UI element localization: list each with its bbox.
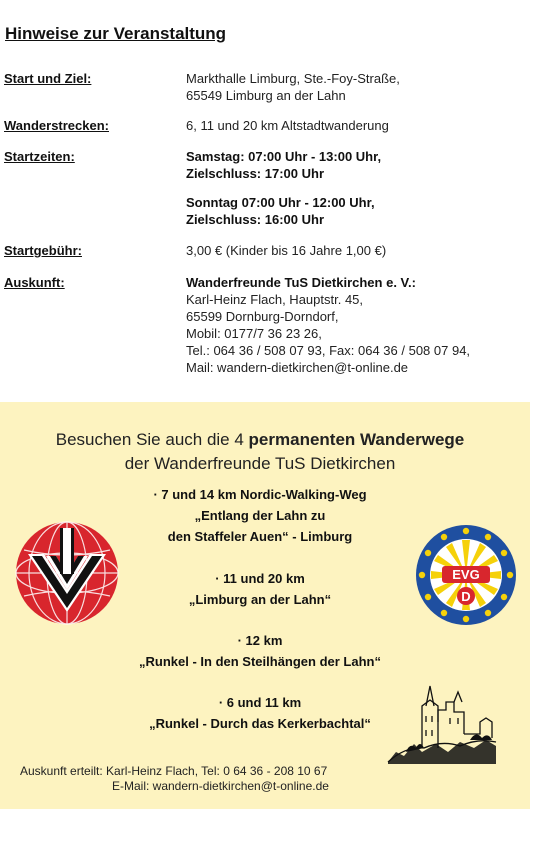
auskunft-org: Wanderfreunde TuS Dietkirchen e. V.: — [186, 275, 416, 290]
route-1-line-2: „Entlang der Lahn zu — [194, 508, 326, 523]
ivv-logo-icon — [14, 520, 120, 626]
route-2 — [110, 568, 410, 610]
start-label: Start und Ziel: — [4, 71, 92, 86]
box-heading — [0, 430, 520, 450]
startzeiten-value — [186, 148, 381, 228]
auskunft-label: Auskunft: — [4, 275, 65, 290]
box-heading-strong: permanenten Wanderwege — [248, 430, 465, 449]
auskunft-line-1: Karl-Heinz Flach, Hauptstr. 45, — [186, 292, 364, 307]
start-line-1: Markthalle Limburg, Ste.-Foy-Straße, — [186, 71, 400, 86]
contact-line-1: Auskunft erteilt: Karl-Heinz Flach, Tel: 0 64 36 - 208 10 67 — [20, 764, 328, 778]
route-1-line-1: · 7 und 14 km Nordic-Walking-Weg — [153, 487, 367, 502]
sunday-close: Zielschluss: 16:00 Uhr — [186, 212, 324, 227]
route-3 — [110, 630, 410, 672]
route-1 — [110, 484, 410, 547]
saturday-times: Samstag: 07:00 Uhr - 13:00 Uhr, — [186, 149, 382, 164]
box-subheading: der Wanderfreunde TuS Dietkirchen — [124, 454, 396, 473]
route-2-line-2: „Limburg an der Lahn“ — [188, 592, 332, 607]
evg-logo-icon — [414, 523, 518, 627]
page-title: Hinweise zur Veranstaltung — [5, 24, 227, 43]
evg-letter: D — [461, 589, 471, 604]
route-2-line-1: · 11 und 20 km — [215, 571, 305, 586]
route-4-line-1: · 6 und 11 km — [218, 695, 302, 710]
route-4-line-2: „Runkel - Durch das Kerkerbachtal“ — [149, 716, 371, 731]
route-4 — [110, 692, 410, 734]
auskunft-line-5: Mail: wandern-dietkirchen@t-online.de — [186, 360, 409, 375]
auskunft-line-2: 65599 Dornburg-Dorndorf, — [186, 309, 339, 324]
strecken-label: Wanderstrecken: — [4, 118, 109, 133]
route-3-line-1: · 12 km — [237, 633, 283, 648]
box-heading-prefix: Besuchen Sie auch die 4 — [55, 430, 249, 449]
start-value — [186, 70, 400, 104]
strecken-value: 6, 11 und 20 km Altstadtwanderung — [186, 118, 389, 133]
start-line-2: 65549 Limburg an der Lahn — [186, 88, 346, 103]
castle-illustration-icon — [386, 682, 498, 764]
gebuehr-label: Startgebühr: — [4, 243, 82, 258]
auskunft-line-4: Tel.: 064 36 / 508 07 93, Fax: 064 36 / 508 07 94, — [186, 343, 471, 358]
auskunft-value — [186, 274, 470, 376]
contact-line-2: E-Mail: wandern-dietkirchen@t-online.de — [112, 779, 329, 793]
evg-text: EVG — [452, 567, 480, 582]
gebuehr-value: 3,00 € (Kinder bis 16 Jahre 1,00 €) — [186, 243, 387, 258]
route-3-line-2: „Runkel - In den Steilhängen der Lahn“ — [139, 654, 381, 669]
saturday-close: Zielschluss: 17:00 Uhr — [186, 166, 324, 181]
sunday-times: Sonntag 07:00 Uhr - 12:00 Uhr, — [186, 195, 375, 210]
auskunft-line-3: Mobil: 0177/7 36 23 26, — [186, 326, 322, 341]
route-1-line-3: den Staffeler Auen“ - Limburg — [167, 529, 353, 544]
startzeiten-label: Startzeiten: — [4, 149, 75, 164]
wanderwege-box — [0, 402, 530, 809]
